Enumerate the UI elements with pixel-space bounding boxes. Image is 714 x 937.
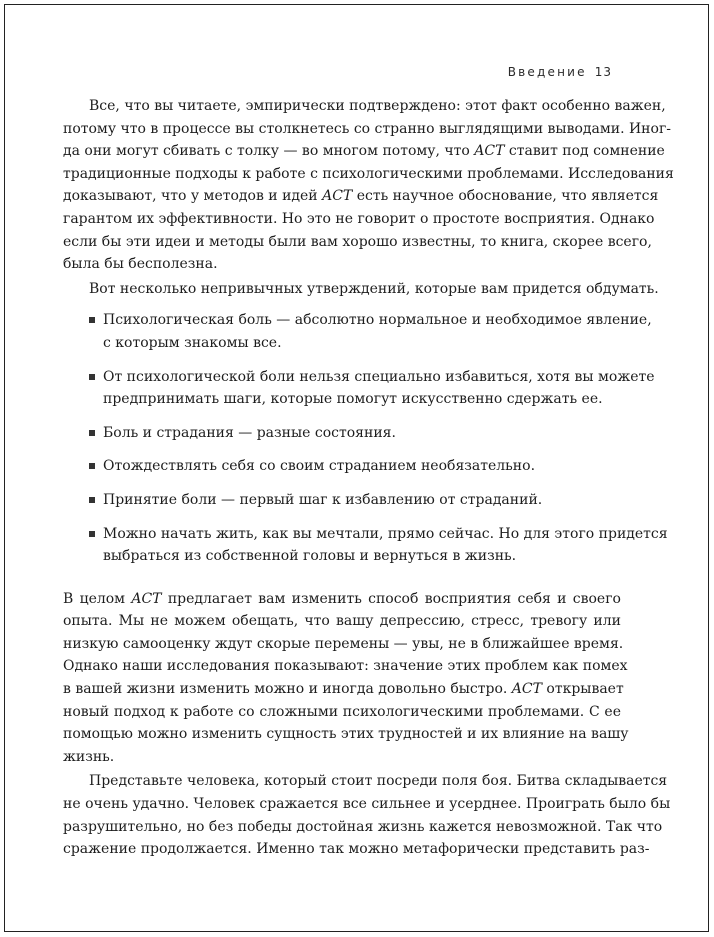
square-bullet-icon [89,374,95,380]
text-line: да они могут сбивать с толку — во многом потому, что ACT ставит под сомнение [63,143,665,160]
square-bullet-icon [89,317,95,323]
text-line: сражение продолжается. Именно так можно метафорически представить раз- [63,841,650,858]
text-line: помощью можно изменить сущность этих трудностей и их влияние на вашу [63,726,629,743]
list-item [63,523,668,568]
text-line: Психологическая боль — абсолютно нормальное и необходимое явление, [103,312,652,329]
text-line: разрушительно, но без победы достойная жизнь кажется невозможной. Так что [63,818,663,835]
list-item [63,366,655,411]
list-item [63,489,621,512]
text-line: Однако наши исследования показывают: значение этих проблем как помех [63,658,628,675]
text-line: От психологической боли нельзя специально избавиться, хотя вы можете [103,368,655,385]
text-line: Отождествлять себя со своим страданием необязательно. [103,458,536,475]
text-line: Все, что вы читаете, эмпирически подтверждено: этот факт особенно важен, [89,98,666,114]
text-line: В целом ACT предлагает вам изменить способ восприятия себя и своего [63,590,621,607]
text-line: с которым знакомы все. [103,334,282,351]
running-head [508,65,612,79]
square-bullet-icon [89,430,95,436]
paragraph [63,770,671,860]
act-abbreviation: ACT [322,188,353,205]
page-number: 13 [594,65,612,79]
book-page [4,4,709,932]
body-text [63,95,674,861]
section-title: Введение [507,65,587,79]
text-line: если бы эти идеи и методы были вам хорошо известны, то книга, скорее всего, [63,233,652,250]
act-abbreviation: ACT [131,590,162,607]
text-line: опыта. Мы не можем обещать, что вашу депрессию, стресс, тревогу или [63,613,621,630]
text-line: Можно начать жить, как вы мечтали, прямо сейчас. Но для этого придется [103,525,668,542]
text-line: Принятие боли — первый шаг к избавлению от страданий. [103,491,543,508]
text-line: гарантом их эффективности. Но это не говорит о простоте восприятия. Однако [63,210,655,227]
paragraph [63,278,659,301]
text-line: низкую самооценку ждут скорые перемены — увы, не в ближайшее время. [63,635,624,652]
text-line: жизнь. [63,748,115,765]
paragraph [63,95,674,276]
text-line: в вашей жизни изменить можно и иногда довольно быстро. ACT открывает [63,681,624,698]
text-line: выбраться из собственной головы и вернуться в жизнь. [103,548,517,565]
act-abbreviation: ACT [474,143,505,160]
list-item [63,422,621,445]
list-item [63,309,652,354]
square-bullet-icon [89,463,95,469]
text-line: потому что в процессе вы столкнетесь со странно выглядящими выводами. Иног- [63,120,672,137]
bullet-list [63,309,668,567]
text-line: Боль и страдания — разные состояния. [103,424,396,441]
square-bullet-icon [89,497,95,503]
list-item [63,455,621,478]
act-abbreviation: ACT [511,681,542,698]
paragraph [63,588,629,769]
text-line: не очень удачно. Человек сражается все сильнее и усерднее. Проиграть было бы [63,796,671,813]
text-line: Представьте человека, который стоит посреди поля боя. Битва складывается [89,773,668,790]
text-line: новый подход к работе со сложными психологическими проблемами. С ее [63,703,621,720]
square-bullet-icon [89,531,95,537]
text-line: традиционные подходы к работе с психологическими проблемами. Исследования [63,165,674,182]
text-line: предпринимать шаги, которые помогут искусственно сдержать ее. [103,391,603,408]
text-line: доказывают, что у методов и идей ACT есть научное обоснование, что является [63,188,659,205]
text-line: Вот несколько непривычных утверждений, которые вам придется обдумать. [89,280,659,297]
text-line: была бы бесполезна. [63,256,218,273]
